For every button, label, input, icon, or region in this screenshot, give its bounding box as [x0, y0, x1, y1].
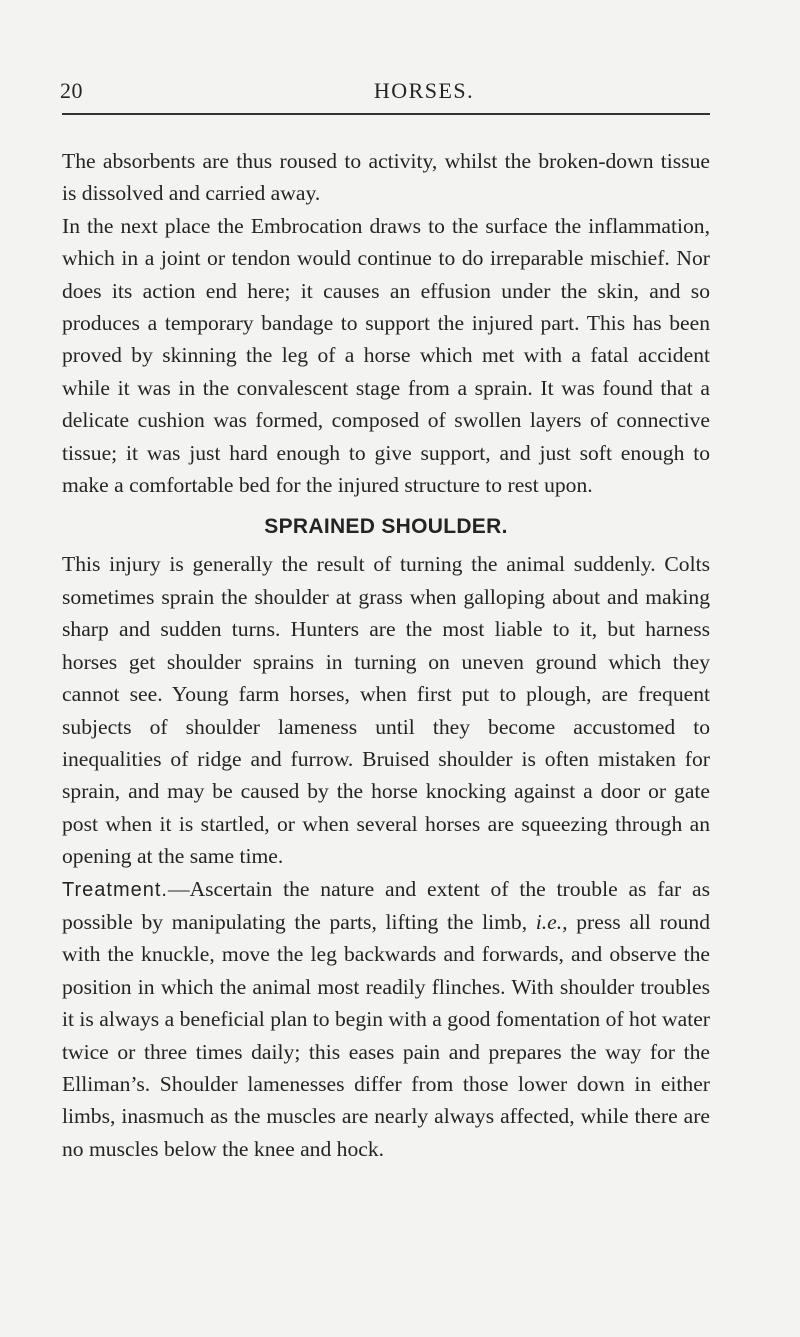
- treatment-paragraph: [62, 873, 710, 1166]
- section-heading: SPRAINED SHOULDER.: [264, 515, 508, 539]
- body-text: [62, 145, 710, 1165]
- paragraph: In the next place the Embrocation draws to the surface the inflammation, which in a joint or tendon would continue to do irreparable mischief. Nor does its action end here; it causes an effusion under the skin, and so produces a temporary bandage to support the injured part. This has been proved by skinning the leg of a horse which met with a fatal accident while it was in the convalescent stage from a sprain. It was found that a delicate cushion was formed, composed of swollen layers of connective tissue; it was just hard enough to give support, and just soft enough to make a comfortable bed for the injured structure to rest upon.: [62, 213, 710, 498]
- treatment-text: —Ascertain the nature and extent of the trouble as far as possible by manipulating the parts, lifting the limb,: [62, 876, 710, 934]
- treatment-ie: i.e.,: [535, 909, 568, 934]
- treatment-text-continued: press all round with the knuckle, move the leg backwards and forwards, and observe the position in which the animal most readily flinches. With shoulder troubles it is always a beneficial plan to begin with a good fomentation of hot water twice or three times daily; this eases pain and prepares the way for the Elliman’s. Shoulder lamenesses differ from those lower down in either limbs, inasmuch as the muscles are nearly always affected, while there are no muscles below the knee and hock.: [62, 909, 710, 1161]
- page-number: 20: [60, 78, 83, 103]
- paragraph: The absorbents are thus roused to activity, whilst the broken-down tissue is dissolved and carried away.: [62, 149, 710, 206]
- page-header: [60, 78, 748, 104]
- running-title: HORSES.: [373, 78, 475, 103]
- paragraph: This injury is generally the result of turning the animal suddenly. Colts sometimes sprain the shoulder at grass when galloping about and making sharp and sudden turns. Hunters are the most liable to it, but harness horses get shoulder sprains in turning on uneven ground which they cannot see. Young farm horses, when first put to plough, are frequent subjects of shoulder lameness until they become accustomed to inequalities of ridge and furrow. Bruised shoulder is often mistaken for sprain, and may be caused by the horse knocking against a door or gate post when it is startled, or when several horses are squeezing through an opening at the same time.: [62, 552, 710, 869]
- treatment-lead: Treatment.: [62, 878, 168, 901]
- header-rule: [62, 113, 710, 115]
